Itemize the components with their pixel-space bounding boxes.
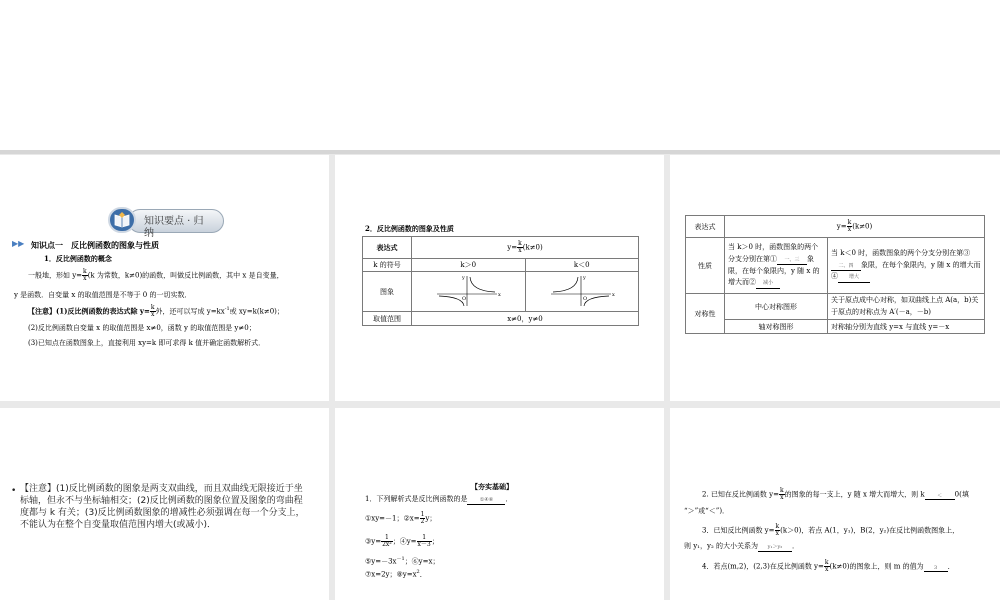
slide-exercise-continued[interactable] [670,408,1000,600]
question-2-continued: “＞”或“＜”)． [684,507,730,515]
question-3: 3．已知反比例函数 y= $\frac{k}{x}$ (k＞0)，若点 A(1，y₁)，B(2，y₂)在反比例函数图象上， [702,523,960,537]
option-row-4: ⑦x=2y；$⑧y=x^2$． [365,569,427,579]
cell-label-symmetry: 对称性 [686,294,725,334]
cell-label-k-sign: k 的符号 [363,259,412,272]
question-1: 1．下列解析式是反比例函数的是 ①④⑥ ． [365,495,513,503]
svg-text:x: x [498,291,502,298]
blank-header-area [0,0,1000,150]
answer-blank-4: 3 [924,565,948,573]
cell-label-graph: 图象 [363,272,412,312]
cell-label-range: 取值范围 [363,312,412,326]
cell-graph-positive [412,272,526,312]
cell-graph-negative [525,272,639,312]
svg-text:x: x [611,291,615,298]
answer-blank-2: ＜ [925,493,955,501]
subheading-concept: 1．反比例函数的概念 [44,254,112,263]
slide-properties-symmetry[interactable] [670,155,1000,401]
cell-label-expression: 表达式 [686,216,725,238]
definition-line-1: 一般地，形如 y= $\frac{k}{x}$ (k 为常数，k≠0)的函数，叫做反比例函数，其中 x 是自变量， [28,268,284,282]
cell-central-symmetry-text: 关于原点成中心对称，如双曲线上点 A(a，b)关于原点的对称点为 A′(－a，－b) [828,294,985,320]
separator [0,150,1000,154]
badge-title: 知识要点 · 归 [144,216,204,227]
note-2: (2)反比例函数自变量 x 的取值范围是 x≠0，函数 y 的取值范围是 y≠0； [28,324,256,332]
cell-axis-symmetry-text: 对称轴分别为直线 y=x 与直线 y=－x [828,320,985,334]
hyperbola-second-fourth-quadrant [549,274,615,308]
cell-k-positive: k＞0 [412,259,526,272]
cell-label-properties: 性质 [686,238,725,294]
cell-axis-symmetry: 轴对称图形 [725,320,828,334]
blank-2: 减小 [756,279,780,289]
svg-text:y: y [462,274,466,281]
slide-basics-exercise[interactable] [335,408,664,600]
cell-k-negative: k＜0 [525,259,639,272]
note-3: (3)已知点在函数图象上，直接利用 xy=k 即可求得 k 值并确定函数解析式． [28,339,266,347]
cell-range: x≠0，y≠0 [412,312,639,326]
svg-text:O: O [462,295,467,302]
blank-4: 增大 [838,273,870,283]
question-3-continued: 则 y₁，y₂ 的大小关系为 y₁＞y₂ ． [684,542,799,550]
fraction-k-over-x: $\frac{k}{x}$ [83,268,87,282]
note-1: 【注意】(1)反比例函数的表达式除 y= $\frac{k}{x}$ 外，还可以写成 $y=kx^{-1}$或 xy=k(k≠0)； [28,304,284,318]
badge-title-wrap: 纳 [144,228,154,239]
cell-expression: y= $\frac{k}{x}$ (k≠0) [412,237,639,259]
definition-line-2: y 是函数．自变量 x 的取值范围是不等于 0 的一切实数． [14,291,192,299]
note-paragraph: 【注意】(1)反比例函数的图象是两支双曲线，而且双曲线无限接近于坐标轴，但永不与坐标轴相交；(2)反比例函数的图象位置及图象的弯曲程度都与 k 有关；(3)反比例函数图象的增减性必须强调在每一个分支上，不能认为在整个自变量取值范围内增大(或减小)． [20,484,305,530]
slide-graph-properties[interactable] [335,155,664,401]
answer-blank-1: ①④⑥ [467,497,505,505]
question-2: 2. 已知在反比例函数 y= $\frac{k}{x}$ 的图象的每一支上，y 随 x 增大而增大，则 k ＜ 0(填 [702,487,969,501]
cell-expression: y= $\frac{k}{x}$ (k≠0) [725,216,985,238]
table-title: 2．反比例函数的图象及性质 [365,224,454,233]
slide-note[interactable] [0,408,329,600]
book-icon [108,207,136,233]
cell-k-positive-properties: 当 k＞0 时，函数图象的两个分支分别在第① 一、三 象限，在每个象限内，y 随 x 的增大而② 减小 [725,238,828,294]
cell-k-negative-properties: 当 k＜0 时，函数图象的两个分支分别在第③二、四 象限，在每个象限内，y 随 x 的增大而④ 增大 [828,238,985,294]
cell-central-symmetry: 中心对称图形 [725,294,828,320]
hyperbola-first-third-quadrant [435,274,501,308]
question-4: 4．若点(m,2)，(2,3)在反比例函数 y= $\frac{k}{x}$ (k≠0)的图象上，则 m 的值为 3 ． [702,559,955,573]
double-arrow-icon: ▶▶ [12,239,25,248]
bullet: • [11,486,17,496]
svg-text:O: O [582,295,587,302]
option-row-3: $⑤y=-3x^{-1}$；⑥y=x； [365,556,440,566]
cell-label-expression: 表达式 [363,237,412,259]
blank-3: 二、四 [831,262,861,272]
section-heading: 知识点一 反比例函数的图象与性质 [31,240,159,250]
option-row-1: ①xy=－1；②x= $\frac{1}{2}$ y； [365,511,437,525]
section-badge [108,207,224,239]
exercise-title: 【夯实基础】 [471,482,513,491]
properties-symmetry-table [685,215,985,334]
slide-knowledge-points[interactable] [0,155,329,401]
blank-1: 一、三 [777,256,807,266]
properties-table [362,236,639,326]
svg-text:y: y [582,274,586,281]
answer-blank-3: y₁＞y₂ [758,544,792,552]
option-row-2: ③y= $\frac{1}{\text{2x²}}$ ；④y= $\frac{1}{x-3}$ ； [365,534,439,548]
